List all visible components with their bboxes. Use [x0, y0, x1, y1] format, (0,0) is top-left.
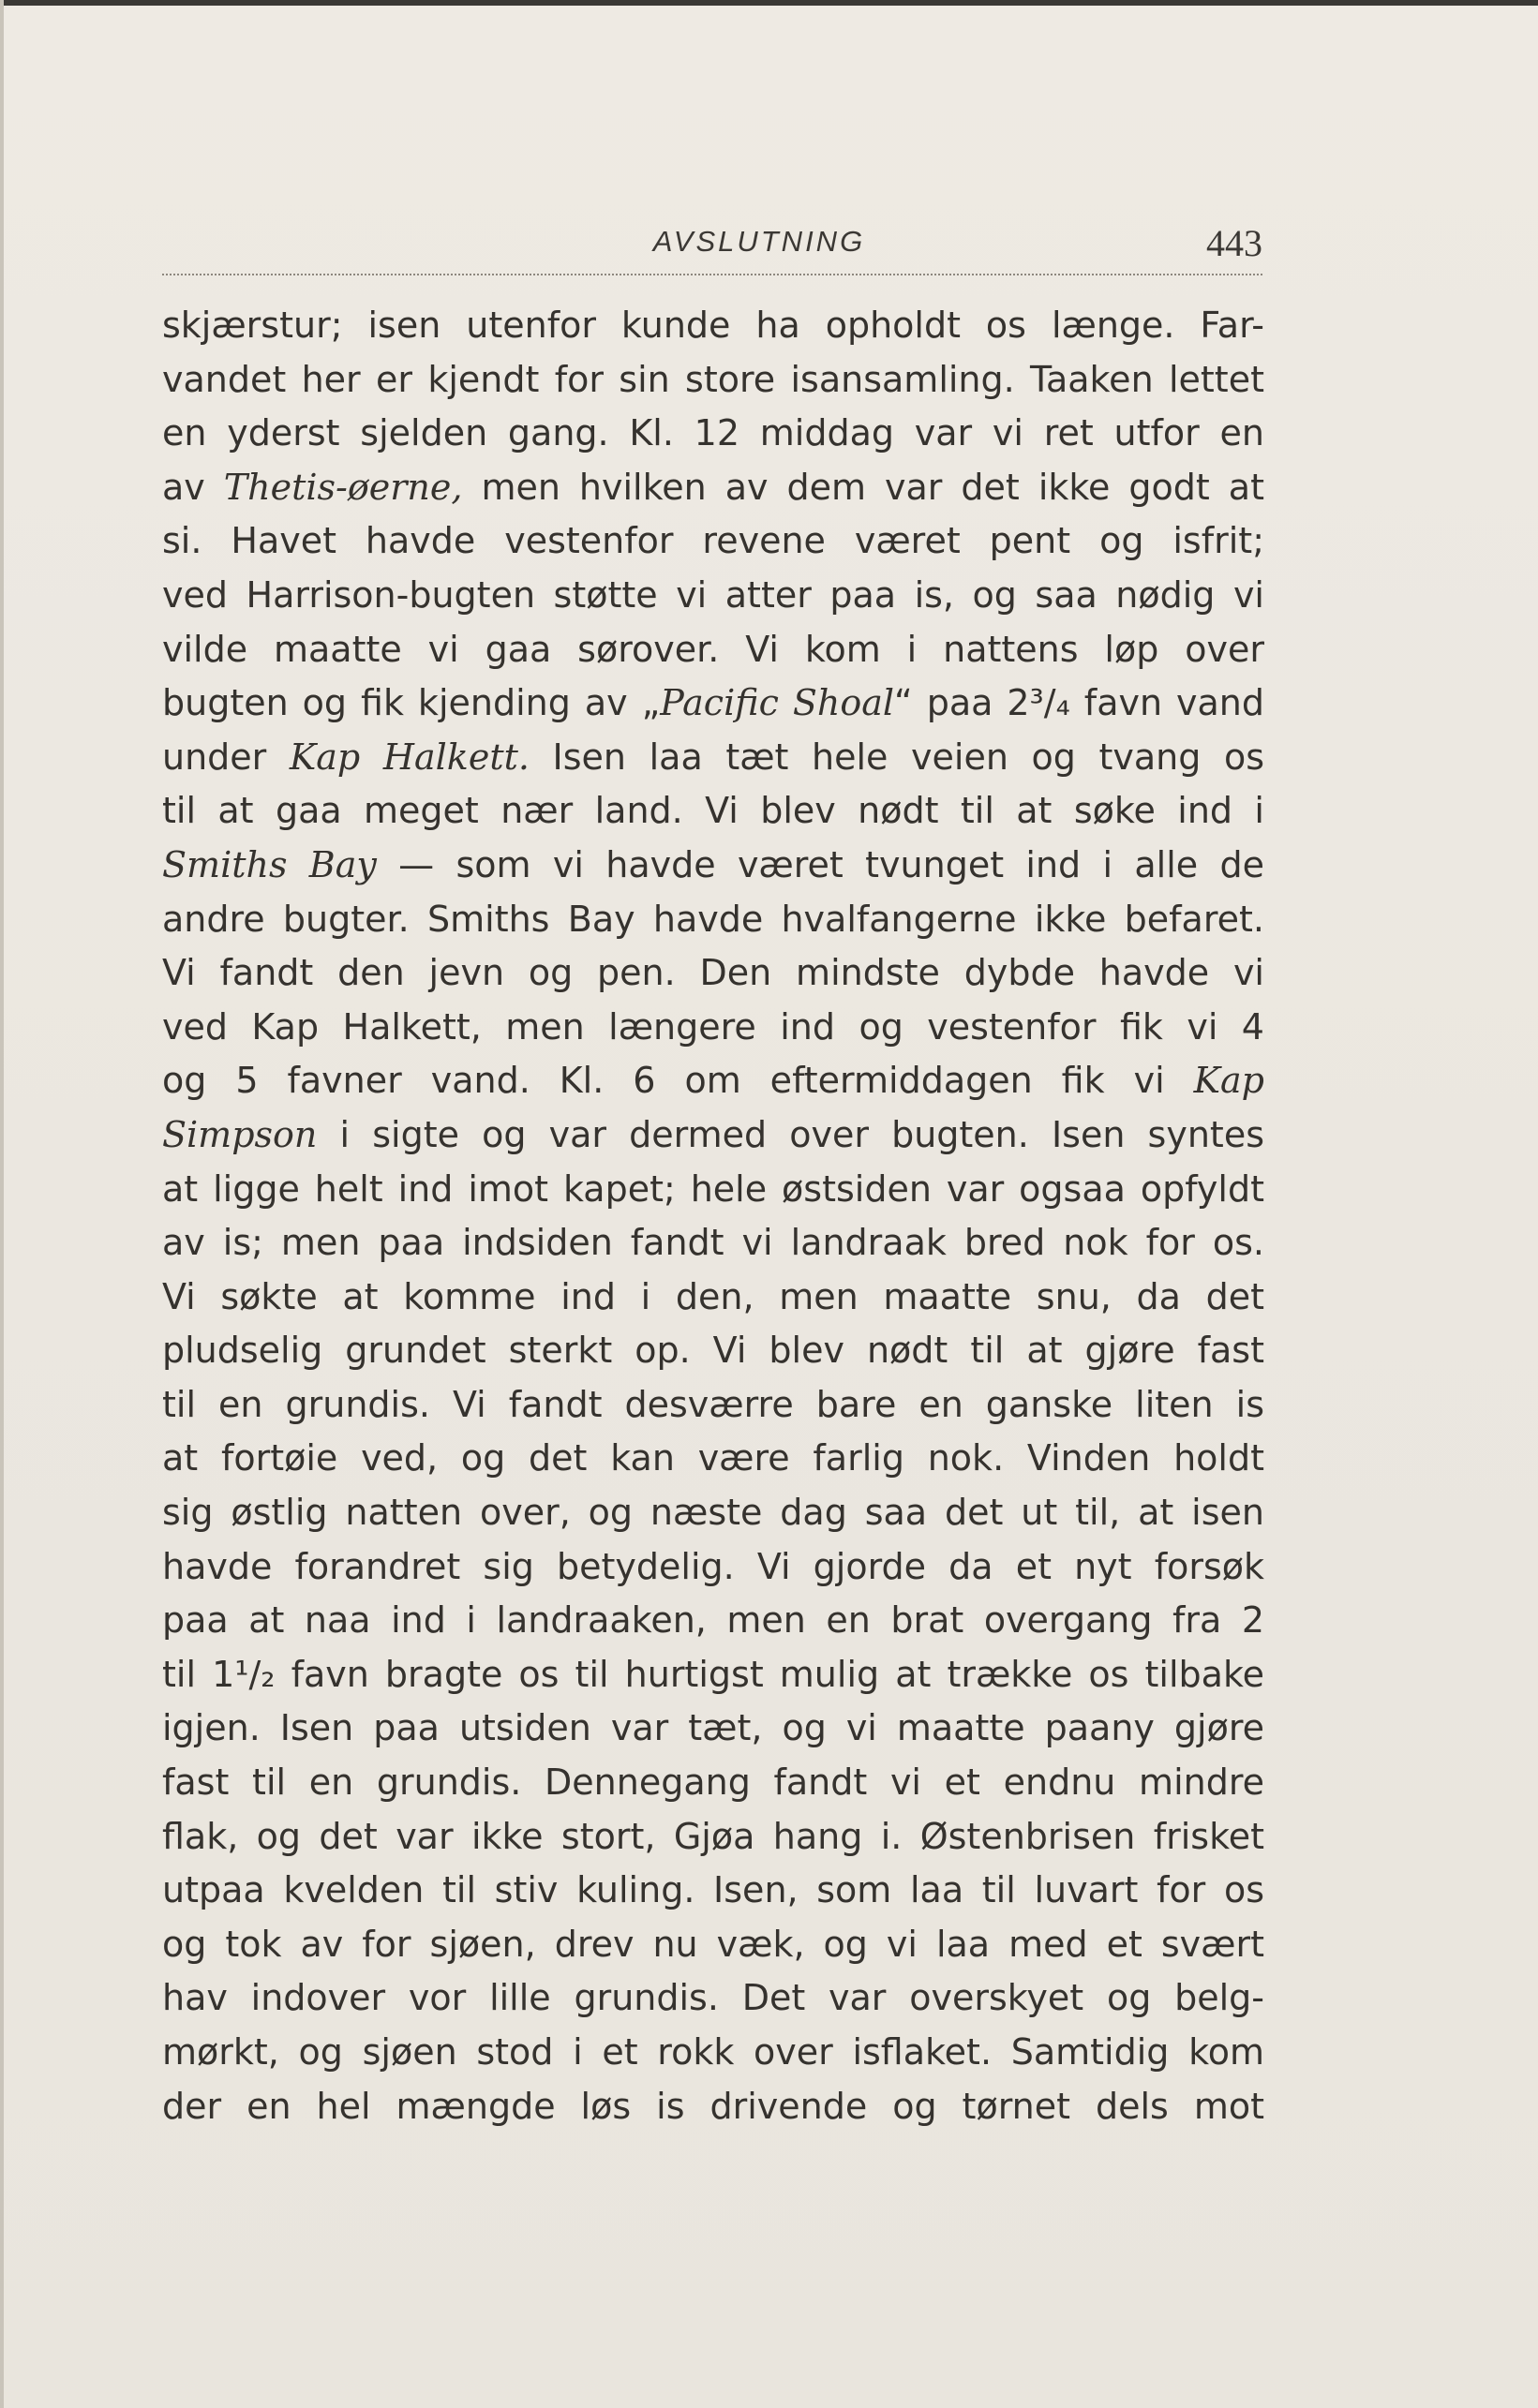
text-run: at ligge helt ind imot kapet; hele østsiden var ogsaa opfyldt [162, 1167, 1264, 1210]
text-line [162, 1864, 1264, 1918]
text-line [162, 1108, 1264, 1163]
text-line [162, 2080, 1264, 2134]
text-line [162, 1540, 1264, 1595]
text-run: skjærstur; isen utenfor kunde ha opholdt os længe. Far- [162, 305, 1264, 346]
text-run: til 1¹/₂ favn bragte os til hurtigst mulig at trække os tilbake [162, 1653, 1264, 1695]
text-run: og tok av for sjøen, drev nu væk, og vi laa med et svært [162, 1923, 1264, 1965]
text-run: igjen. Isen paa utsiden var tæt, og vi maatte paany gjøre [162, 1707, 1264, 1749]
body-text [162, 299, 1264, 2133]
text-run: av [162, 466, 224, 508]
text-line [162, 1324, 1264, 1378]
text-line [162, 407, 1264, 461]
text-line [162, 1378, 1264, 1433]
scan-left-edge [0, 0, 4, 2408]
text-line [162, 731, 1264, 785]
text-line [162, 569, 1264, 623]
text-run: under [162, 736, 290, 778]
text-run: ved Harrison-bugten støtte vi atter paa is, og saa nødig vi [162, 573, 1264, 616]
text-run: og 5 favner vand. Kl. 6 om eftermiddagen fik vi [162, 1060, 1194, 1102]
italic-text: Pacific Shoal [660, 682, 895, 724]
text-run: havde forandret sig betydelig. Vi gjorde da et nyt forsøk [162, 1545, 1264, 1587]
page-header [162, 219, 1262, 275]
text-run: flak, og det var ikke stort, Gjøa hang i. Østenbrisen frisket [162, 1815, 1264, 1857]
text-line [162, 1486, 1264, 1540]
text-run: si. Havet havde vestenfor revene været pent og isfrit; [162, 520, 1264, 562]
text-line [162, 1971, 1264, 2026]
italic-text: Kap Halkett. [289, 736, 530, 778]
text-line [162, 1163, 1264, 1217]
text-run: av is; men paa indsiden fandt vi landraak bred nok for os. [162, 1222, 1264, 1264]
text-line [162, 299, 1264, 353]
text-line [162, 1432, 1264, 1486]
text-line [162, 784, 1264, 839]
text-run: Vi fandt den jevn og pen. Den mindste dybde havde vi [162, 952, 1264, 994]
text-run: Isen laa tæt hele veien og tvang os [529, 736, 1264, 778]
text-run: der en hel mængde løs is drivende og tørnet dels mot [162, 2085, 1264, 2127]
text-run: fast til en grundis. Dennegang fandt vi et endnu mindre [162, 1761, 1264, 1804]
italic-text: Smiths Bay [162, 843, 377, 885]
text-line [162, 1271, 1264, 1325]
text-line [162, 1001, 1264, 1055]
text-line [162, 1054, 1264, 1108]
text-line [162, 461, 1264, 515]
text-run: andre bugter. Smiths Bay havde hvalfangerne ikke befaret. [162, 898, 1264, 940]
text-run: til en grundis. Vi fandt desværre bare en ganske liten is [162, 1383, 1264, 1425]
text-line [162, 1810, 1264, 1865]
text-run: ved Kap Halkett, men længere ind og vestenfor fik vi 4 [162, 1005, 1264, 1048]
text-run: men hvilken av dem var det ikke godt at [462, 466, 1264, 508]
text-run: bugten og fik kjending av „ [162, 682, 661, 724]
header-rule [162, 274, 1262, 275]
text-run: mørkt, og sjøen stod i et rokk over isflaket. Samtidig kom [162, 2031, 1264, 2073]
text-line [162, 353, 1264, 408]
text-line [162, 1594, 1264, 1648]
text-run: til at gaa meget nær land. Vi blev nødt til at søke ind i [162, 790, 1264, 832]
page-number: 443 [1206, 222, 1262, 264]
text-run: i sigte og var dermed over bugten. Isen syntes [317, 1113, 1264, 1155]
text-run: hav indover vor lille grundis. Det var overskyet og belg- [162, 1977, 1264, 2019]
italic-text: Kap [1193, 1060, 1264, 1102]
text-line [162, 893, 1264, 947]
scan-top-edge [0, 0, 1538, 6]
text-line [162, 1702, 1264, 1756]
text-line [162, 839, 1264, 893]
text-run: utpaa kvelden til stiv kuling. Isen, som laa til luvart for os [162, 1869, 1264, 1911]
text-run: “ paa 2³/₄ favn vand [894, 682, 1265, 724]
text-line [162, 2026, 1264, 2080]
text-line [162, 1918, 1264, 1972]
text-run: at fortøie ved, og det kan være farlig nok. Vinden holdt [162, 1437, 1264, 1479]
text-run: Vi søkte at komme ind i den, men maatte snu, da det [162, 1275, 1264, 1317]
text-line [162, 623, 1264, 677]
text-line [162, 1756, 1264, 1810]
text-line [162, 1216, 1264, 1271]
italic-text: Thetis-øerne, [223, 466, 463, 508]
text-line [162, 946, 1264, 1001]
text-run: vilde maatte vi gaa sørover. Vi kom i nattens løp over [162, 628, 1264, 670]
italic-text: Simpson [162, 1113, 318, 1155]
text-run: vandet her er kjendt for sin store isansamling. Taaken lettet [162, 358, 1264, 400]
running-title: AVSLUTNING [652, 225, 866, 258]
text-run: paa at naa ind i landraaken, men en brat overgang fra 2 [162, 1599, 1264, 1642]
text-run: — som vi havde været tvunget ind i alle de [376, 843, 1264, 885]
text-run: pludselig grundet sterkt op. Vi blev nødt til at gjøre fast [162, 1330, 1264, 1372]
text-line [162, 514, 1264, 569]
text-run: en yderst sjelden gang. Kl. 12 middag var vi ret utfor en [162, 412, 1264, 454]
text-line [162, 676, 1264, 731]
text-line [162, 1648, 1264, 1702]
text-run: sig østlig natten over, og næste dag saa det ut til, at isen [162, 1492, 1264, 1534]
